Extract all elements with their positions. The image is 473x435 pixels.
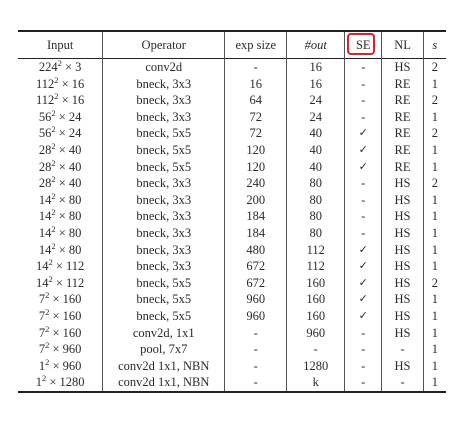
input-rest: × 960	[49, 342, 82, 357]
input-base: 28	[38, 142, 52, 157]
cell-se: ✓	[345, 291, 382, 308]
cell-out: 160	[287, 308, 345, 325]
table-row	[18, 159, 446, 176]
cell-out: 16	[287, 76, 345, 93]
cell-s: 1	[423, 358, 446, 375]
cell-operator: bneck, 3x3	[103, 258, 225, 275]
input-rest: × 80	[55, 209, 82, 224]
cell-s: 1	[423, 159, 446, 176]
header-nl: NL	[382, 31, 423, 59]
cell-exp-size: 480	[225, 242, 287, 259]
cell-nl: -	[382, 341, 423, 358]
cell-exp-size: 672	[225, 258, 287, 275]
cell-input	[18, 76, 103, 93]
cell-nl: HS	[382, 325, 423, 342]
cell-s: 2	[423, 92, 446, 109]
header-exp-size: exp size	[225, 31, 287, 59]
input-exponent: 2	[51, 175, 56, 184]
input-exponent: 2	[45, 324, 50, 334]
cell-nl: HS	[382, 358, 423, 375]
cell-operator: bneck, 3x3	[103, 76, 225, 93]
cell-out: 1280	[287, 358, 345, 375]
cell-operator: bneck, 3x3	[103, 192, 225, 209]
cell-nl: HS	[382, 208, 423, 225]
table-row	[18, 192, 446, 209]
cell-s: 1	[423, 225, 446, 242]
cell-nl: RE	[382, 142, 423, 159]
cell-nl: HS	[382, 225, 423, 242]
cell-out: 16	[287, 59, 345, 76]
input-rest: × 40	[55, 159, 82, 174]
cell-exp-size: -	[225, 325, 287, 342]
cell-operator: bneck, 3x3	[103, 208, 225, 225]
cell-out: 112	[287, 258, 345, 275]
input-base: 14	[38, 192, 52, 207]
input-exponent: 2	[45, 341, 50, 350]
cell-operator: bneck, 5x5	[103, 159, 225, 176]
cell-operator: bneck, 5x5	[103, 125, 225, 142]
cell-nl: HS	[382, 258, 423, 275]
cell-nl: HS	[382, 175, 423, 192]
cell-input	[18, 175, 103, 192]
cell-s: 1	[423, 325, 446, 342]
cell-out: 40	[287, 159, 345, 176]
cell-s: 1	[423, 291, 446, 308]
input-rest: × 112	[52, 259, 85, 274]
input-rest: × 40	[55, 142, 82, 157]
table-row	[18, 175, 446, 192]
cell-nl: -	[382, 374, 423, 392]
input-exponent: 2	[51, 208, 56, 218]
cell-out: k	[287, 374, 345, 392]
table-row	[18, 341, 446, 358]
input-exponent: 2	[51, 224, 56, 234]
input-rest: × 3	[61, 60, 82, 74]
input-base: 7	[38, 292, 46, 307]
cell-input	[18, 142, 103, 159]
cell-exp-size: 184	[225, 225, 287, 242]
cell-nl: RE	[382, 125, 423, 142]
input-rest: × 160	[49, 325, 82, 340]
input-base: 28	[38, 176, 52, 191]
cell-s: 2	[423, 175, 446, 192]
cell-out: 24	[287, 109, 345, 126]
cell-exp-size: 72	[225, 109, 287, 126]
input-rest: × 160	[49, 308, 82, 323]
input-rest: × 960	[49, 358, 82, 373]
cell-exp-size: 200	[225, 192, 287, 209]
cell-s: 1	[423, 142, 446, 159]
input-rest: × 80	[55, 242, 82, 257]
table-row	[18, 358, 446, 375]
cell-input	[18, 208, 103, 225]
cell-se: -	[345, 59, 382, 76]
cell-s: 1	[423, 208, 446, 225]
cell-input	[18, 159, 103, 176]
cell-input	[18, 358, 103, 375]
cell-operator: conv2d, 1x1	[103, 325, 225, 342]
cell-s: 2	[423, 275, 446, 292]
architecture-table-container	[18, 30, 446, 393]
cell-operator: bneck, 3x3	[103, 109, 225, 126]
cell-se: ✓	[345, 258, 382, 275]
cell-nl: HS	[382, 242, 423, 259]
cell-input	[18, 308, 103, 325]
input-rest: × 24	[55, 109, 82, 124]
table-row	[18, 242, 446, 259]
cell-se: -	[345, 208, 382, 225]
input-rest: × 24	[55, 126, 82, 141]
input-exponent: 2	[51, 241, 56, 251]
table-row	[18, 76, 446, 93]
input-rest: × 1280	[46, 375, 85, 390]
input-exponent: 2	[54, 92, 59, 102]
cell-s: 1	[423, 76, 446, 93]
cell-se: -	[345, 358, 382, 375]
table-row	[18, 258, 446, 275]
input-rest: × 16	[58, 76, 85, 91]
cell-out: 160	[287, 291, 345, 308]
cell-out: 960	[287, 325, 345, 342]
header-row	[18, 31, 446, 59]
input-exponent: 2	[45, 357, 50, 367]
input-base: 112	[35, 76, 55, 91]
cell-out: -	[287, 341, 345, 358]
cell-out: 80	[287, 225, 345, 242]
cell-nl: RE	[382, 159, 423, 176]
cell-se: -	[345, 192, 382, 209]
table-row	[18, 125, 446, 142]
input-base: 14	[35, 275, 49, 290]
table-row	[18, 142, 446, 159]
cell-out: 40	[287, 142, 345, 159]
cell-exp-size: 184	[225, 208, 287, 225]
input-exponent: 2	[51, 158, 56, 168]
input-exponent: 2	[51, 108, 56, 118]
input-base: 56	[38, 109, 52, 124]
cell-input	[18, 275, 103, 292]
table-row	[18, 208, 446, 225]
cell-input	[18, 242, 103, 259]
cell-exp-size: 960	[225, 308, 287, 325]
cell-exp-size: 72	[225, 125, 287, 142]
cell-s: 1	[423, 258, 446, 275]
table-row	[18, 325, 446, 342]
cell-exp-size: 120	[225, 159, 287, 176]
cell-input	[18, 341, 103, 358]
cell-s: 1	[423, 308, 446, 325]
input-base: 14	[38, 209, 52, 224]
cell-nl: HS	[382, 291, 423, 308]
input-exponent: 2	[51, 191, 56, 201]
architecture-table	[18, 30, 446, 393]
cell-exp-size: 120	[225, 142, 287, 159]
cell-nl: RE	[382, 92, 423, 109]
cell-exp-size: 64	[225, 92, 287, 109]
cell-exp-size: 672	[225, 275, 287, 292]
input-rest: × 80	[55, 225, 82, 240]
cell-input	[18, 225, 103, 242]
cell-out: 80	[287, 208, 345, 225]
cell-operator: bneck, 5x5	[103, 308, 225, 325]
cell-nl: RE	[382, 76, 423, 93]
cell-input	[18, 192, 103, 209]
cell-operator: bneck, 3x3	[103, 242, 225, 259]
input-base: 7	[38, 342, 46, 357]
header-input: Input	[46, 37, 74, 52]
cell-exp-size: 960	[225, 291, 287, 308]
cell-se: ✓	[345, 242, 382, 259]
input-rest: × 80	[55, 192, 82, 207]
cell-se: -	[345, 341, 382, 358]
cell-se: ✓	[345, 125, 382, 142]
cell-se: -	[345, 175, 382, 192]
cell-operator: conv2d 1x1, NBN	[103, 358, 225, 375]
cell-exp-size: -	[225, 59, 287, 76]
cell-input	[18, 125, 103, 142]
cell-operator: bneck, 3x3	[103, 175, 225, 192]
table-row	[18, 59, 446, 76]
cell-se: -	[345, 109, 382, 126]
input-exponent: 2	[51, 141, 56, 151]
cell-s: 1	[423, 109, 446, 126]
cell-se: -	[345, 76, 382, 93]
cell-se: ✓	[345, 142, 382, 159]
cell-input	[18, 291, 103, 308]
table-row	[18, 92, 446, 109]
cell-operator: pool, 7x7	[103, 341, 225, 358]
input-base: 56	[38, 126, 52, 141]
cell-s: 2	[423, 59, 446, 76]
table-row	[18, 291, 446, 308]
input-rest: × 112	[52, 275, 85, 290]
input-exponent: 2	[57, 58, 62, 68]
cell-se: ✓	[345, 308, 382, 325]
cell-nl: HS	[382, 192, 423, 209]
table-body	[18, 59, 446, 392]
cell-se: ✓	[345, 275, 382, 292]
cell-operator: conv2d	[103, 59, 225, 76]
cell-input	[18, 92, 103, 109]
cell-se: -	[345, 92, 382, 109]
cell-out: 80	[287, 175, 345, 192]
input-exponent: 2	[48, 274, 53, 284]
input-exponent: 2	[45, 291, 50, 301]
input-exponent: 2	[54, 75, 59, 85]
input-base: 112	[35, 93, 55, 108]
cell-operator: bneck, 3x3	[103, 92, 225, 109]
cell-nl: HS	[382, 59, 423, 76]
input-exponent: 2	[45, 307, 50, 317]
input-base: 14	[38, 225, 52, 240]
cell-nl: HS	[382, 308, 423, 325]
input-base: 14	[38, 242, 52, 257]
input-exponent: 2	[51, 125, 56, 135]
cell-out: 80	[287, 192, 345, 209]
cell-operator: bneck, 3x3	[103, 225, 225, 242]
cell-out: 40	[287, 125, 345, 142]
cell-nl: HS	[382, 275, 423, 292]
input-base: 1	[35, 375, 42, 390]
cell-input	[18, 59, 103, 76]
cell-se: -	[345, 225, 382, 242]
header-se	[345, 31, 382, 59]
table-row	[18, 374, 446, 392]
input-base: 7	[38, 308, 46, 323]
input-base: 224	[38, 60, 58, 74]
header-se-label: SE	[355, 37, 371, 52]
table-row	[18, 275, 446, 292]
cell-operator: bneck, 5x5	[103, 275, 225, 292]
cell-exp-size: 16	[225, 76, 287, 93]
cell-operator: bneck, 5x5	[103, 291, 225, 308]
cell-out: 160	[287, 275, 345, 292]
header-out: #out	[287, 31, 345, 59]
table-row	[18, 109, 446, 126]
cell-out: 24	[287, 92, 345, 109]
cell-input	[18, 374, 103, 392]
cell-operator: conv2d 1x1, NBN	[103, 374, 225, 392]
cell-exp-size: -	[225, 374, 287, 392]
input-exponent: 2	[48, 258, 53, 267]
input-base: 14	[35, 259, 49, 274]
input-rest: × 40	[55, 176, 82, 191]
cell-input	[18, 325, 103, 342]
input-base: 7	[38, 325, 46, 340]
cell-s: 1	[423, 341, 446, 358]
cell-s: 1	[423, 192, 446, 209]
input-exponent: 2	[41, 374, 47, 384]
cell-se: ✓	[345, 159, 382, 176]
cell-operator: bneck, 5x5	[103, 142, 225, 159]
input-rest: × 160	[49, 292, 82, 307]
cell-input	[18, 258, 103, 275]
cell-se: -	[345, 325, 382, 342]
cell-s: 2	[423, 125, 446, 142]
input-base: 28	[38, 159, 52, 174]
cell-s: 1	[423, 242, 446, 259]
input-rest: × 16	[58, 93, 85, 108]
cell-nl: RE	[382, 109, 423, 126]
table-row	[18, 225, 446, 242]
cell-se: -	[345, 374, 382, 392]
table-row	[18, 308, 446, 325]
cell-s: 1	[423, 374, 446, 392]
cell-exp-size: 240	[225, 175, 287, 192]
cell-exp-size: -	[225, 358, 287, 375]
input-base: 1	[38, 358, 46, 373]
cell-exp-size: -	[225, 341, 287, 358]
cell-out: 112	[287, 242, 345, 259]
header-operator: Operator	[103, 31, 225, 59]
cell-input	[18, 109, 103, 126]
header-s: s	[423, 31, 446, 59]
